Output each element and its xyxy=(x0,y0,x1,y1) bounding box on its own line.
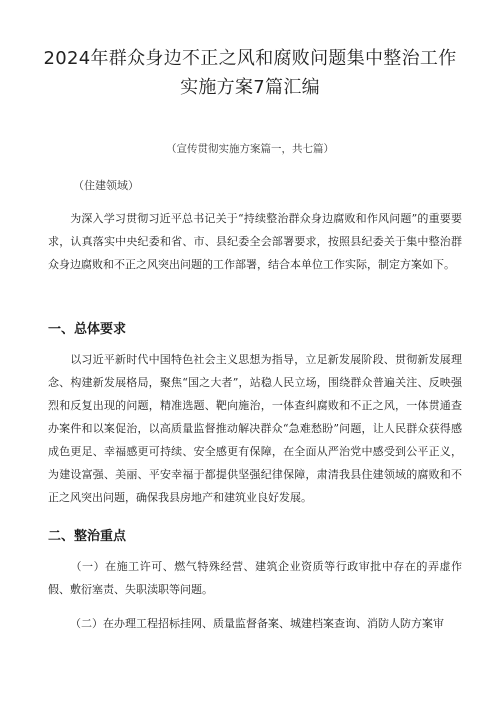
section-heading-key-remediation: 二、整治重点 xyxy=(48,529,127,544)
section-heading-general-requirements: 一、总体要求 xyxy=(48,322,127,337)
document-title-line-2: 实施方案7篇汇编 xyxy=(180,77,320,98)
remediation-item-1 xyxy=(48,555,462,601)
remediation-item-2 xyxy=(48,612,462,635)
document-title-line-1: 2024年群众身边不正之风和腐败问题集中整治工作 xyxy=(43,48,457,69)
document-subtitle: （宣传贯彻实施方案篇一，共七篇） xyxy=(166,143,334,155)
general-requirements-text: 以习近平新时代中国特色社会主义思想为指导，立足新发展阶段、贯彻新发展理念、构建新发展格局，聚焦“国之大者”，站稳人民立场，围绕群众普遍关注、反映强烈和反复出现的问题，精准选题、靶向施治，一体查纠腐败和不正之风，一体贯通查办案件和以案促治，以高质量监督推动解决群众“急难愁盼”问题，让人民群众获得感成色更足、幸福感更可持续、安全感更有保障，在全面从严治党中感受到公平正义，为建设富强、美丽、平安幸福于都提供坚强纪律保障，肃清我县住建领域的腐败和不正之风突出问题，确保我县房地产和建筑业良好发展。 xyxy=(48,353,462,504)
general-requirements-paragraph xyxy=(48,348,462,509)
intro-text: 为深入学习贯彻习近平总书记关于“持续整治群众身边腐败和作风问题”的重要要求，认真落实中央纪委和省、市、县纪委全会部署要求，按照县纪委关于集中整治群众身边腐败和不正之风突出问题的工作部署，结合本单位工作实际，制定方案如下。 xyxy=(48,212,462,271)
intro-paragraph xyxy=(48,207,462,276)
remediation-item-2-text: （二）在办理工程招标挂网、质量监督备案、城建档案查询、消防人防方案审 xyxy=(70,617,444,630)
organization-label: （住建领域） xyxy=(73,179,139,192)
remediation-item-1-text: （一）在施工许可、燃气特殊经营、建筑企业资质等行政审批中存在的弄虚作假、敷衍塞责、失职渎职等问题。 xyxy=(48,560,462,596)
